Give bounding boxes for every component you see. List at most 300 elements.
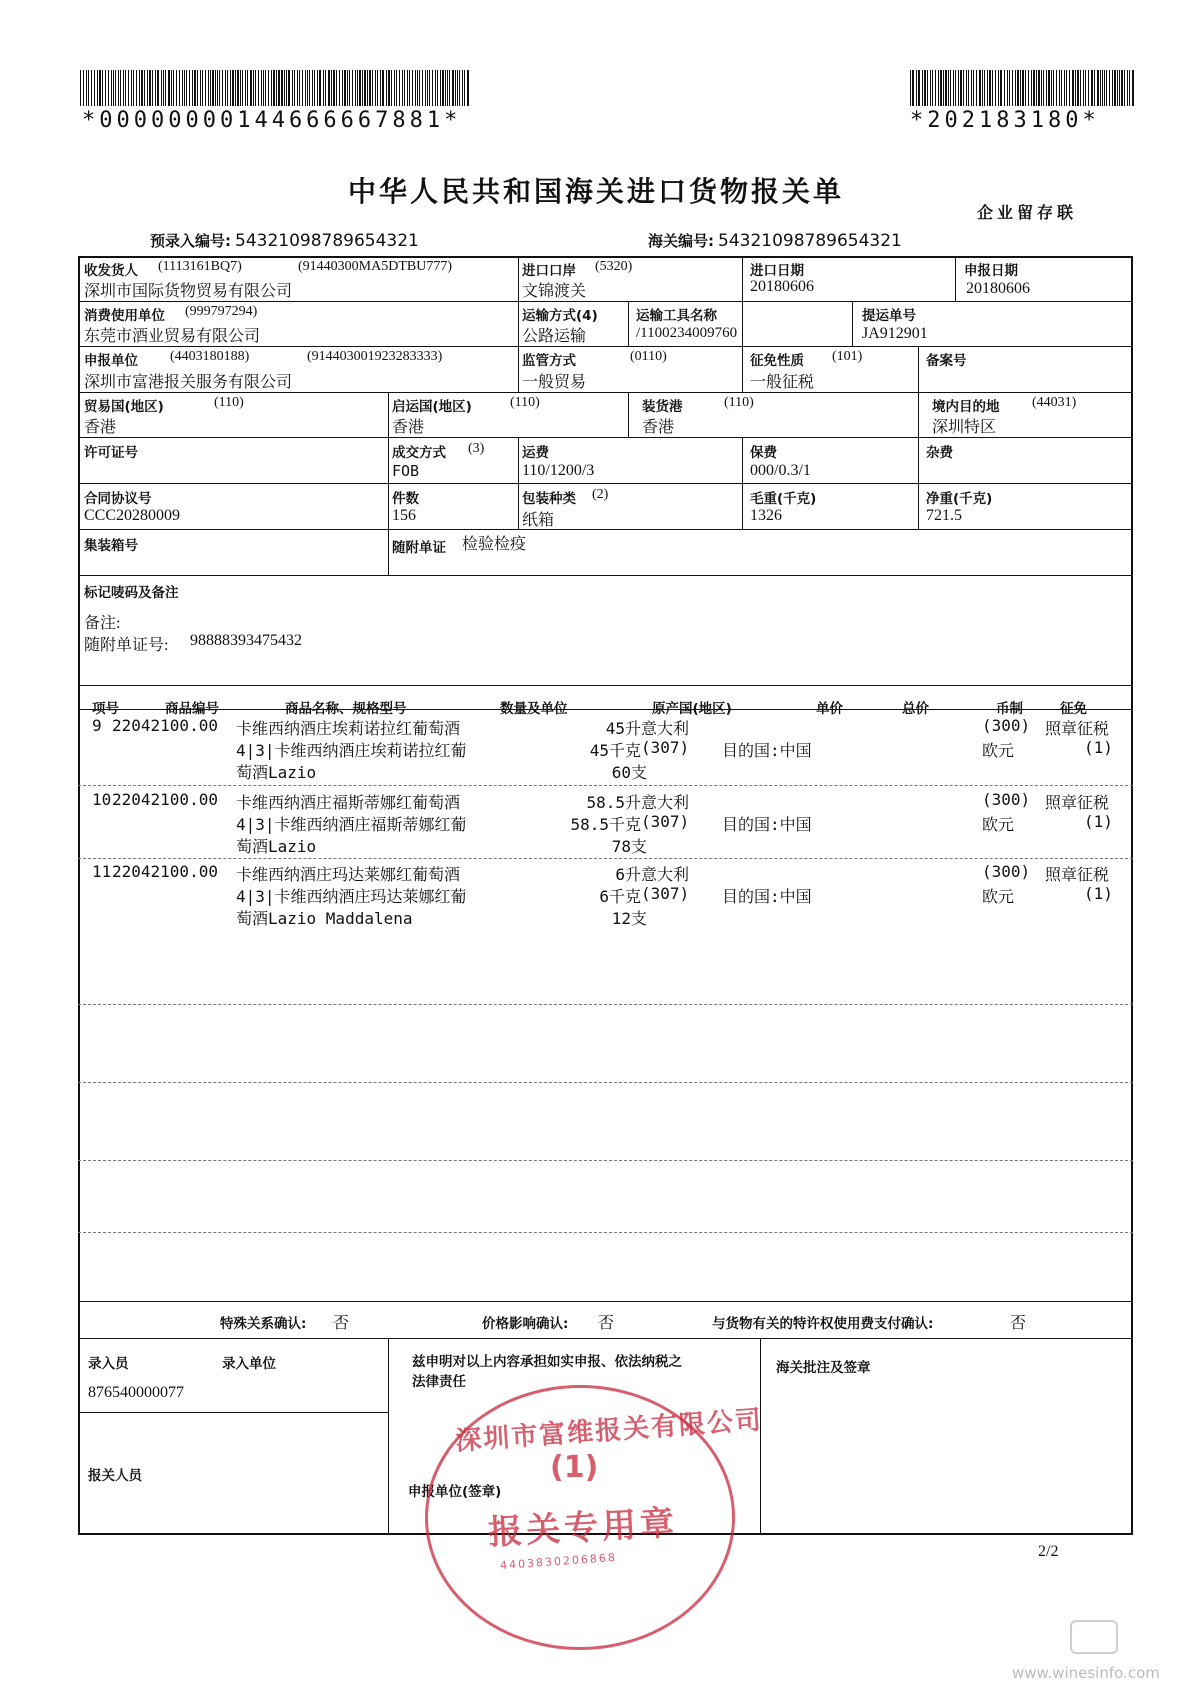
- barcode-bar: [102, 70, 103, 106]
- barcode-bar: [1127, 70, 1128, 106]
- barcode-bar: [171, 70, 172, 106]
- barcode-bar: [118, 70, 119, 106]
- barcode-bar: [165, 70, 166, 106]
- freight-label: 运费: [522, 445, 549, 461]
- bill-label: 提运单号: [862, 308, 916, 324]
- item-no: 9: [92, 716, 102, 735]
- barcode-bar: [1009, 70, 1010, 106]
- barcode-bar: [386, 70, 388, 106]
- price-impact-value: 否: [598, 1315, 615, 1332]
- vehicle-label: 运输工具名称: [636, 308, 717, 324]
- domestic-dest-code: (44031): [1032, 395, 1077, 410]
- item-no: 10: [92, 790, 112, 809]
- barcode-bar: [133, 70, 134, 106]
- tax-nature-label: 征免性质: [750, 353, 804, 369]
- customs-approval-label: 海关批注及签章: [776, 1360, 871, 1376]
- barcode-bar: [1072, 70, 1074, 106]
- royalty-value: 否: [1010, 1315, 1027, 1332]
- item-origin-code: (307): [641, 812, 690, 831]
- item-currency-code: (300): [982, 862, 1031, 881]
- item-qty3: 78支: [611, 837, 647, 856]
- barcode-bar: [113, 70, 114, 106]
- barcode-bar: [131, 70, 132, 106]
- barcode-bar: [1119, 70, 1120, 106]
- barcode-bar: [273, 70, 275, 106]
- barcode-bar: [435, 70, 436, 106]
- barcode-bar: [380, 70, 381, 106]
- barcode-bar: [155, 70, 156, 106]
- grid-line: [955, 256, 956, 301]
- declare-date-label: 申报日期: [964, 263, 1018, 279]
- seal-center-text: (1): [550, 1450, 599, 1485]
- col-header-total-price: 总价: [902, 701, 929, 717]
- item-duty-code: (1): [1084, 812, 1113, 831]
- barcode-bar: [1061, 70, 1062, 106]
- barcode-bar: [80, 70, 81, 106]
- item-name-line1: 卡维西纳酒庄玛达莱娜红葡萄酒: [236, 865, 461, 884]
- item-duty: 照章征税: [1045, 793, 1110, 812]
- barcode-bar: [407, 70, 408, 106]
- barcode-bar: [409, 70, 410, 106]
- barcode-bar: [940, 70, 942, 106]
- record-no-label: 备案号: [926, 353, 967, 369]
- deal-mode-code: (3): [468, 441, 485, 456]
- declarant-code1: (4403180188): [170, 349, 250, 364]
- pre-entry-label: 预录入编号:: [150, 232, 231, 250]
- barcode-bar: [1036, 70, 1037, 106]
- grid-line: [78, 685, 1133, 686]
- barcode-left-number: *00000000144666667881*: [82, 108, 462, 133]
- barcode-bar: [281, 70, 283, 106]
- barcode-bar: [284, 70, 285, 106]
- col-header-item-no: 项号: [92, 701, 119, 717]
- barcode-bar: [1025, 70, 1026, 106]
- barcode-bar: [467, 70, 469, 106]
- barcode-bar: [968, 70, 969, 106]
- barcode-bar: [412, 70, 413, 106]
- depart-country-value: 香港: [392, 419, 425, 436]
- barcode-bar: [399, 70, 400, 106]
- barcode-bar: [161, 70, 162, 106]
- barcode-bar: [261, 70, 262, 106]
- tax-nature-code: (101): [832, 349, 863, 364]
- barcode-bar: [97, 70, 98, 106]
- row-divider: [78, 1082, 1133, 1083]
- barcode-bar: [83, 70, 84, 106]
- barcode-bar: [930, 70, 931, 106]
- grid-line: [78, 392, 1133, 393]
- import-port-label: 进口口岸: [522, 263, 576, 279]
- barcode-bar: [120, 70, 121, 106]
- item-name-line3: 萄酒Lazio: [236, 837, 317, 856]
- barcode-bar: [1129, 70, 1130, 106]
- barcode-bar: [955, 70, 956, 106]
- domestic-dest-value: 深圳特区: [932, 419, 997, 436]
- barcode-bar: [1112, 70, 1113, 106]
- pre-entry-value: 54321098789654321: [235, 231, 419, 251]
- barcode-bar: [173, 70, 174, 106]
- barcode-bar: [108, 70, 109, 106]
- item-qty1: 58.5升: [586, 793, 641, 812]
- barcode-bar: [286, 70, 287, 106]
- consignee-label: 收发货人: [84, 263, 138, 279]
- grid-line: [78, 575, 1133, 576]
- consignee-value: 深圳市国际货物贸易有限公司: [84, 283, 293, 300]
- grid-line: [78, 483, 1133, 484]
- customs-no-value: 54321098789654321: [718, 231, 902, 251]
- barcode-bar: [1028, 70, 1029, 106]
- barcode-bar: [1117, 70, 1118, 106]
- grid-line: [760, 1338, 761, 1535]
- barcode-bar: [302, 70, 303, 106]
- contract-label: 合同协议号: [84, 491, 152, 507]
- barcode-bar: [1041, 70, 1042, 106]
- barcode-bar: [136, 70, 137, 106]
- barcode-bar: [1056, 70, 1057, 106]
- entry-clerk-label: 录入员: [88, 1356, 129, 1372]
- customs-number: [648, 230, 902, 251]
- item-origin: 意大利: [641, 865, 690, 884]
- barcode-bar: [922, 70, 923, 106]
- marks-label: 标记唛码及备注: [84, 585, 179, 601]
- barcode-bar: [364, 70, 366, 106]
- barcode-bar: [105, 70, 106, 106]
- barcode-bar: [1080, 70, 1081, 106]
- barcode-bar: [247, 70, 248, 106]
- barcode-bar: [415, 70, 416, 106]
- barcode-bar: [192, 70, 193, 106]
- item-name-line2: 4|3|卡维西纳酒庄玛达莱娜红葡: [236, 887, 467, 906]
- barcode-bar: [205, 70, 206, 106]
- barcode-bar: [1048, 70, 1049, 106]
- barcode-bar: [932, 70, 933, 106]
- barcode-bar: [377, 70, 378, 106]
- barcode-bar: [391, 70, 392, 106]
- barcode-bar: [440, 70, 441, 106]
- barcode-bar: [1020, 70, 1021, 106]
- trade-country-label: 贸易国(地区): [84, 399, 164, 415]
- depart-country-code: (110): [510, 395, 540, 410]
- barcode-bar: [1000, 70, 1001, 106]
- barcode-bar: [288, 70, 289, 106]
- item-duty-code: (1): [1084, 884, 1113, 903]
- license-label: 许可证号: [84, 445, 138, 461]
- supervision-label: 监管方式: [522, 353, 576, 369]
- barcode-bar: [388, 70, 390, 106]
- row-divider: [78, 785, 1133, 786]
- barcode-bar: [317, 70, 318, 106]
- declarant-sign-label: 申报单位(签章): [408, 1484, 502, 1500]
- barcode-bar: [139, 70, 141, 106]
- barcode-bar: [950, 70, 951, 106]
- barcode-bar: [979, 70, 981, 106]
- barcode-bar: [355, 70, 356, 106]
- barcode-bar: [1075, 70, 1076, 106]
- item-code: 22042100.00: [112, 790, 218, 809]
- grid-line: [628, 301, 629, 346]
- barcode-bar: [927, 70, 928, 106]
- barcode-bar: [432, 70, 433, 106]
- barcode-bar: [369, 70, 371, 106]
- watermark-logo-icon: [1070, 1620, 1118, 1654]
- barcode-bar: [184, 70, 185, 106]
- pack-type-value: 纸箱: [522, 512, 555, 529]
- barcode-bar: [1069, 70, 1070, 106]
- barcode-bar: [152, 70, 153, 106]
- barcode-bar: [992, 70, 993, 106]
- barcode-bar: [240, 70, 241, 106]
- loading-port-code: (110): [724, 395, 754, 410]
- barcode-bar: [1088, 70, 1089, 106]
- barcode-bar: [427, 70, 428, 106]
- barcode-bar: [396, 70, 397, 106]
- packages-label: 件数: [392, 491, 419, 507]
- item-qty1: 6升: [615, 865, 641, 884]
- row-divider: [78, 1160, 1133, 1161]
- item-origin: 意大利: [641, 793, 690, 812]
- barcode-bar: [168, 70, 170, 106]
- attached-no-label: 随附单证号:: [84, 637, 169, 654]
- consumer-value: 东莞市酒业贸易有限公司: [84, 328, 261, 345]
- barcode-bar: [182, 70, 183, 106]
- barcode-bar: [372, 70, 373, 106]
- item-code: 22042100.00: [112, 862, 218, 881]
- barcode-bar: [445, 70, 446, 106]
- barcode-bar: [464, 70, 465, 106]
- barcode-bar: [953, 70, 954, 106]
- grid-line: [78, 709, 1133, 710]
- consumer-label: 消费使用单位: [84, 308, 165, 324]
- barcode-bar: [963, 70, 964, 106]
- grid-line: [918, 392, 919, 529]
- barcode-bar: [943, 70, 944, 106]
- barcode-bar: [995, 70, 996, 106]
- grid-line: [852, 301, 853, 346]
- item-code: 22042100.00: [112, 716, 218, 735]
- barcode-bar: [323, 70, 324, 106]
- barcode-bar: [331, 70, 332, 106]
- special-relation-label: 特殊关系确认:: [220, 1316, 307, 1332]
- barcode-bar: [382, 70, 383, 106]
- barcode-bar: [447, 70, 448, 106]
- document-title: 中华人民共和国海关进口货物报关单: [347, 175, 844, 208]
- entry-value: 876540000077: [88, 1384, 184, 1401]
- barcode-bar: [1094, 70, 1095, 106]
- import-port-code: (5320): [595, 259, 633, 274]
- consignee-code1: (1113161BQ7): [158, 259, 242, 274]
- barcode-bar: [99, 70, 101, 106]
- barcode-bar: [144, 70, 145, 106]
- declaration-text-line1: 兹申明对以上内容承担如实申报、依法纳税之: [412, 1354, 682, 1370]
- barcode-bar: [336, 70, 337, 106]
- item-currency-code: (300): [982, 790, 1031, 809]
- barcode-bar: [123, 70, 124, 106]
- barcode-bar: [149, 70, 151, 106]
- barcode-bar: [1043, 70, 1044, 106]
- barcode-bar: [235, 70, 236, 106]
- net-weight-label: 净重(千克): [926, 491, 993, 507]
- transport-mode-value: 公路运输: [522, 328, 587, 345]
- barcode-bar: [217, 70, 218, 106]
- customs-no-label: 海关编号:: [648, 232, 714, 250]
- barcode-bar: [1046, 70, 1047, 106]
- barcode-bar: [232, 70, 233, 106]
- consignee-code2: (91440300MA5DTBU777): [298, 259, 452, 274]
- grid-line: [78, 1301, 1133, 1302]
- barcode-bar: [449, 70, 450, 106]
- item-duty-code: (1): [1084, 738, 1113, 757]
- grid-line: [518, 256, 519, 392]
- barcode-bar: [417, 70, 418, 106]
- seal-ring-text: 深圳市富维报关有限公司: [454, 1405, 764, 1457]
- deal-mode-label: 成交方式: [392, 445, 446, 461]
- col-header-origin: 原产国(地区): [652, 701, 732, 717]
- trade-country-value: 香港: [84, 419, 117, 436]
- barcode-bar: [1106, 70, 1107, 106]
- barcode-bar: [1102, 70, 1103, 106]
- domestic-dest-label: 境内目的地: [932, 399, 1000, 415]
- barcode-bar: [948, 70, 949, 106]
- barcode-bar: [1033, 70, 1035, 106]
- barcode-bar: [1097, 70, 1099, 106]
- barcode-bar: [1007, 70, 1008, 106]
- barcode-bar: [309, 70, 310, 106]
- barcode-bar: [1064, 70, 1065, 106]
- bill-value: JA912901: [862, 325, 928, 342]
- barcode-bar: [141, 70, 143, 106]
- barcode-bar: [271, 70, 272, 106]
- barcode-bar: [1038, 70, 1039, 106]
- barcode-bar: [455, 70, 456, 106]
- barcode-bar: [86, 70, 87, 106]
- item-qty1: 45升: [605, 719, 641, 738]
- barcode-bar: [1091, 70, 1093, 106]
- item-qty3: 12支: [611, 909, 647, 928]
- grid-line: [918, 346, 919, 392]
- barcode-bar: [1085, 70, 1086, 106]
- transport-mode-label: 运输方式(4): [522, 308, 598, 324]
- col-header-duty: 征免: [1060, 701, 1087, 717]
- barcode-bar: [960, 70, 962, 106]
- barcode-bar: [1015, 70, 1016, 106]
- seal-bottom-text: 报关专用章: [487, 1503, 680, 1553]
- barcode-bar: [250, 70, 252, 106]
- item-qty2: 6千克: [599, 887, 641, 906]
- grid-line: [78, 346, 1133, 347]
- barcode-bar: [253, 70, 254, 106]
- grid-line: [628, 392, 629, 437]
- barcode-bar: [222, 70, 223, 106]
- barcode-bar: [88, 70, 89, 106]
- barcode-bar: [305, 70, 306, 106]
- barcode-bar: [987, 70, 988, 106]
- consumer-code: (999797294): [185, 304, 258, 319]
- barcode-bar: [1066, 70, 1067, 106]
- barcode-bar: [325, 70, 326, 106]
- barcode-bar: [1132, 70, 1134, 106]
- barcode-bar: [973, 70, 974, 106]
- barcode-bar: [918, 70, 919, 106]
- barcode-bar: [157, 70, 158, 106]
- barcode-bar: [328, 70, 330, 106]
- item-qty3: 60支: [611, 763, 647, 782]
- barcode-bar: [230, 70, 231, 106]
- special-relation-value: 否: [333, 1315, 350, 1332]
- copy-label: 企业留存联: [976, 203, 1077, 222]
- barcode-bar: [111, 70, 112, 106]
- declaration-text-line2: 法律责任: [412, 1374, 466, 1390]
- misc-label: 杂费: [926, 445, 953, 461]
- barcode-bar: [194, 70, 196, 106]
- barcode-bar: [294, 70, 295, 106]
- loading-port-value: 香港: [642, 419, 675, 436]
- barcode-bar: [989, 70, 991, 106]
- barcode-bar: [982, 70, 984, 106]
- barcode-bar: [924, 70, 926, 106]
- barcode-bar: [163, 70, 164, 106]
- barcode-bar: [912, 70, 913, 106]
- item-duty: 照章征税: [1045, 865, 1110, 884]
- barcode-bar: [147, 70, 148, 106]
- barcode-bar: [237, 70, 239, 106]
- barcode-bar: [186, 70, 187, 106]
- insurance-label: 保费: [750, 445, 777, 461]
- net-weight-value: 721.5: [926, 507, 962, 524]
- import-port-value: 文锦渡关: [522, 283, 587, 300]
- entry-unit-label: 录入单位: [222, 1356, 276, 1372]
- barcode-bar: [945, 70, 946, 106]
- remark-label: 备注:: [84, 615, 121, 632]
- grid-line: [78, 437, 1133, 438]
- barcode-bar: [1017, 70, 1019, 106]
- watermark-text: www.winesinfo.com: [1012, 1664, 1160, 1682]
- barcode-bar: [258, 70, 259, 106]
- barcode-right: [910, 70, 1135, 106]
- barcode-bar: [189, 70, 190, 106]
- barcode-bar: [225, 70, 226, 106]
- barcode-bar: [342, 70, 343, 106]
- barcode-bar: [437, 70, 438, 106]
- item-name-line1: 卡维西纳酒庄埃莉诺拉红葡萄酒: [236, 719, 461, 738]
- barcode-bar: [215, 70, 216, 106]
- barcode-bar: [367, 70, 368, 106]
- item-duty: 照章征税: [1045, 719, 1110, 738]
- barcode-bar: [1053, 70, 1054, 106]
- barcode-right-number: *202183180*: [910, 108, 1100, 133]
- barcode-bar: [319, 70, 320, 106]
- seal-number: 4403830206868: [499, 1550, 618, 1573]
- barcode-bar: [299, 70, 300, 106]
- declarant-label: 申报单位: [84, 353, 138, 369]
- barcode-bar: [115, 70, 116, 106]
- barcode-bar: [268, 70, 269, 106]
- barcode-bar: [352, 70, 353, 106]
- barcode-bar: [1004, 70, 1005, 106]
- barcode-bar: [457, 70, 458, 106]
- col-header-currency: 币制: [996, 701, 1023, 717]
- barcode-bar: [375, 70, 376, 106]
- item-dest: 目的国:中国: [722, 887, 812, 906]
- barcode-bar: [1051, 70, 1052, 106]
- item-name-line3: 萄酒Lazio: [236, 763, 317, 782]
- item-name-line2: 4|3|卡维西纳酒庄埃莉诺拉红葡: [236, 741, 467, 760]
- item-qty2: 58.5千克: [570, 815, 641, 834]
- barcode-bar: [255, 70, 256, 106]
- pack-type-label: 包装种类: [522, 491, 576, 507]
- barcode-bar: [208, 70, 209, 106]
- barcode-bar: [1022, 70, 1024, 106]
- item-name-line1: 卡维西纳酒庄福斯蒂娜红葡萄酒: [236, 793, 461, 812]
